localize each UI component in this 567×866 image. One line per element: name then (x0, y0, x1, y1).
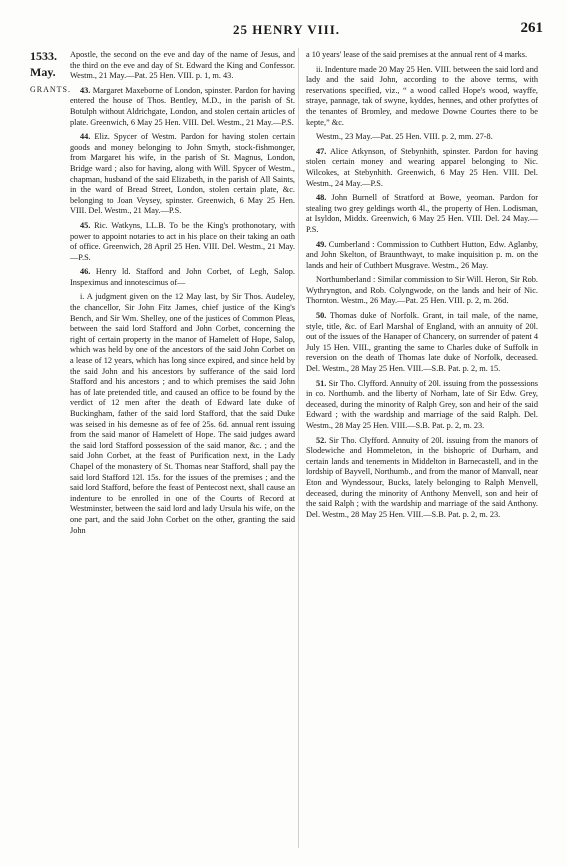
entry-paragraph (306, 65, 538, 129)
entry-number: 51. (316, 378, 327, 388)
entry-paragraph (70, 292, 295, 536)
entry-number: 47. (316, 146, 327, 156)
entry-text: Henry ld. Stafford and John Corbet, of Legh, Salop. Inspeximus and innotescimus of— (70, 267, 295, 287)
entry-paragraph (306, 240, 538, 272)
entry-text: a 10 years' lease of the said premises at the annual rent of 4 marks. (306, 50, 528, 59)
entry-number: 43. (80, 85, 91, 95)
left-column (70, 50, 295, 540)
entry-text: Eliz. Spycer of Westm. Pardon for having stolen certain goods and money belonging to John Smyth, stock-fishmonger, from Margaret his wife, in the parish of St. Magnus, London, Bridge ward ; also for having, along with Will. Spycer of Westm., chapman, husband of the said Elizabeth, in the parish of All Saints, in the ward of Bread Street, London, stolen certain plate, &c. belonging to Joan Veysey, spinster. Greenwich, 6 May 25 Hen. VIII. Del. Westm., 21 May.—P.S. (70, 132, 296, 216)
entry-paragraph (306, 193, 538, 235)
right-column (306, 50, 538, 524)
page-header (30, 20, 543, 40)
entry-text: Sir Tho. Clyfford. Annuity of 20l. issuing from the manors of Slodewiche and Hommeleton, in the bishopric of Durham, and certain lands and tenements in Middelton in Barnecastell, and in the lordship of Bayvell, Northumb., and from the manor of Manvall, near Eton and Wyndessour, Bucks, lately belonging to Ralph Menvell, deceased, during the minority of Anthony Menvell, son and heir of the said Ralph ; with the wardship and marriage of the said Anthony. Del. Westm., 28 May 25 Hen. VIII.—S.B. Pat. p. 2, m. 23. (306, 435, 539, 519)
entry-number: 48. (316, 193, 327, 203)
margin-notes (30, 48, 70, 98)
entry-text: Sir Tho. Clyfford. Annuity of 20l. issuing from the possessions in co. Northumb. and the liberty of Norham, late of Sir Edw. Grey, deceased, during the minority of Ralph Grey, son and heir of the said Edward ; with the wardship and marriage of the said Ralph. Del. Westm., 28 May 25 Hen. VIII.—S.B. Pat. p. 2, m. 23. (306, 378, 539, 430)
entry-number: 52. (316, 435, 327, 445)
entry-text: Ric. Watkyns, LL.B. To be the King's prothonotary, with power to appoint notaries to act in his place on their taking an oath of office. Greenwich, 28 April 25 Hen. VIII. Del. Westm., 21 May.—P.S. (70, 220, 295, 262)
entry-paragraph (306, 436, 538, 521)
entry-text: ii. Indenture made 20 May 25 Hen. VIII. between the said lord and lady and the said John, according to the above terms, with reservations specified, viz., “ a wood called Hope's wood, wayffe, straye, pannage, tak of swyne, kyddes, hennes, and other profyttes of the tenantes of Bromley, and medowe Downe Courtes there to be kepte,” &c. (306, 64, 538, 127)
entry-text: Margaret Maxeborne of London, spinster. Pardon for having entered the house of Thos. Bentley, M.D., in the parish of St. Botulph without Aldrichgate, London, and stolen certain articles of plate. Greenwich, 6 May 25 Hen. VIII. Del. Westm., 21 May.—P.S. (70, 85, 295, 127)
entry-text: Thomas duke of Norfolk. Grant, in tail male, of the name, style, title, &c. of Earl Marshal of England, with an annuity of 20l. out of the issues of the Hanaper of Chancery, on surrender of patent 4 July 15 Hen. VIII., granting the same to Charles duke of Suffolk in reversion on the death of Thomas late duke of Norfolk, deceased. Del. Westm., 28 May 25 Hen. VIII.—S.B. Pat. p. 2, m. 15. (306, 311, 538, 374)
entry-text: Alice Atkynson, of Stebynhith, spinster. Pardon for having stolen certain money and wearing apparel belonging to Nic. Wilcokes, at Stebynhith. Greenwich, 6 May 25 Hen. VIII. Del. Westm., 24 May.—P.S. (306, 146, 538, 188)
entry-text: Cumberland : Commission to Cuthbert Hutton, Edw. Aglanby, and John Skelton, of Braunthwayt, to make inquisition p. m. on the lands and heir of Cuthbert Musgrave. Westm., 26 May. (306, 239, 538, 270)
entry-number: 46. (80, 267, 91, 277)
margin-month: May. (30, 65, 56, 79)
entry-paragraph (70, 132, 295, 217)
running-head: 25 HENRY VIII. (232, 22, 341, 37)
entry-number: 49. (316, 239, 327, 249)
column-divider (298, 48, 299, 848)
entry-paragraph (306, 132, 538, 143)
entry-number: 50. (316, 311, 327, 321)
entry-text: Westm., 23 May.—Pat. 25 Hen. VIII. p. 2, mm. 27-8. (316, 132, 493, 142)
margin-section: GRANTS. (30, 85, 72, 94)
entry-number: 44. (80, 132, 91, 142)
entry-text: Northumberland : Similar commission to Sir Will. Heron, Sir Rob. Wythryngton, and Rob. Colyngwode, on the lands and heir of Nic. Thornton. Westm., 26 May.—Pat. 25 Hen. VIII. p. 2, m. 26d. (306, 275, 538, 306)
entry-paragraph (306, 379, 538, 432)
entry-paragraph (306, 147, 538, 189)
entry-paragraph (70, 221, 295, 263)
entry-paragraph (70, 50, 295, 82)
entry-paragraph (306, 311, 538, 375)
entry-text: i. A judgment given on the 12 May last, by Sir Thos. Audeley, the chancellor, Sir John Fitz James, chief justice of the King's Bench, and Sir Wm. Shelley, one of the justices of Common Pleas, between the said lord Stafford and John Corbet, concerning the right of certain property in the manor of Hamelett of Hope, Salop, which was held by one of the ancestors of the said John Corbet on a lease of 12 years, which has long since expired, and since held by the said John and his ancestors by sufferance of the said lord Stafford and his ancestors ; and to which premises the said John has of late pretended title, and caused an office to be found by the verdict of 12 men after the death of Edward late duke of Buckingham, father of the said lord Stafford, that the said Duke was seised in his demesne as of fee of 25s. 6d. annual rent issuing from the said manor of Hamelett of Hope. The said judges award the said lord Stafford possession of the said manor, &c. ; and the said John Corbet, at the feast of Purification next, in the Lady Chapel of the monastery of St. Thomas near Stafford, shall pay the said lord Stafford 12l. 15s. for the issues of the premises ; and the said lord Stafford, before the feast of Pentecost next, shall cause an indenture to be enrolled in one of the Courts of Record at Westminster, between the said lord and lady Ursula his wife, on the one part, and the said John Corbet on the other, granting the said John (70, 292, 295, 535)
entry-number: 45. (80, 220, 91, 230)
entry-paragraph (70, 86, 295, 128)
entry-paragraph (70, 267, 295, 288)
entry-paragraph (306, 50, 538, 61)
entry-text: Apostle, the second on the eve and day of the name of Jesus, and the third on the eve and day of St. Edward the King and Confessor. Westm., 21 May.—Pat. 25 Hen. VIII. p. 1, m. 43. (70, 50, 295, 81)
entry-paragraph (306, 275, 538, 307)
page-number: 261 (520, 20, 543, 36)
margin-year: 1533. (30, 49, 57, 63)
entry-text: John Burnell of Stratford at Bowe, yeoman. Pardon for stealing two grey geldings worth 4l., the property of Hen. Lodisman, at Isyldon, Middx. Greenwich, 6 May 25 Hen. VIII. Del. 24 May.—P.S. (306, 193, 539, 234)
